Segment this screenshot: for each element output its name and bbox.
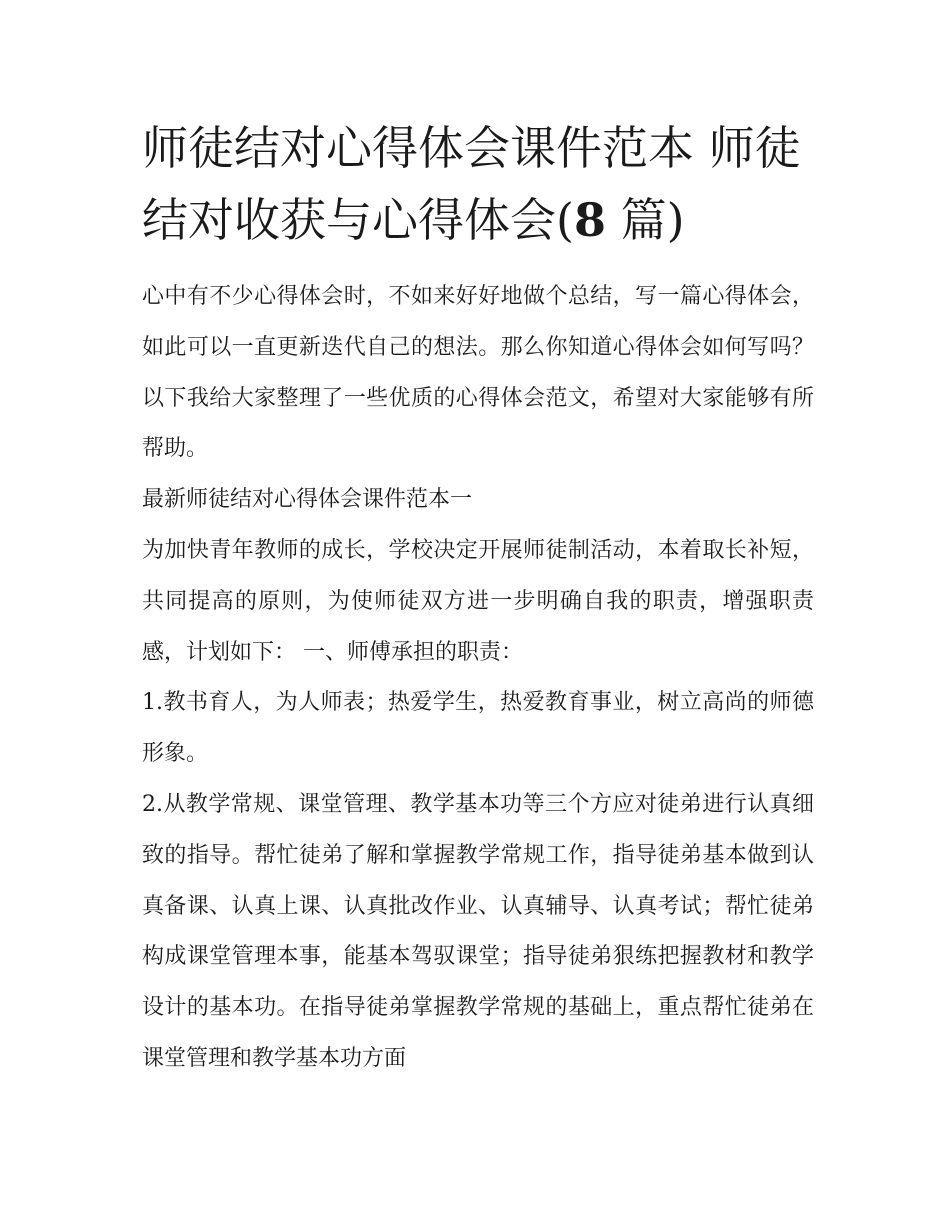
title-text: 师徒结对心得体会课件范本 师徒结对收获与心得体会( xyxy=(142,121,801,247)
body-paragraph: 为加快青年教师的成长，学校决定开展师徒制活动，本着取长补短，共同提高的原则，为使师徒双方进一步明确自我的职责，增强职责感，计划如下： 一、师傅承担的职责： xyxy=(142,537,814,665)
list-item-1: 1.教书育人，为人师表；热爱学生，热爱教育事业，树立高尚的师德形象。 xyxy=(142,690,814,767)
intro-paragraph: 心中有不少心得体会时，不如来好好地做个总结，写一篇心得体会，如此可以一直更新迭代自己的想法。那么你知道心得体会如何写吗？以下我给大家整理了一些优质的心得体会范文，希望对大家能够有所帮助。 xyxy=(142,284,814,462)
list-item-2: 2.从教学常规、课堂管理、教学基本功等三个方应对徒弟进行认真细致的指导。帮忙徒弟了解和掌握教学常规工作，指导徒弟基本做到认真备课、认真上课、认真批改作业、认真辅导、认真考试；帮忙徒弟构成课堂管理本事，能基本驾驭课堂；指导徒弟狠练把握教材和教学设计的基本功。在指导徒弟掌握教学常规的基础上，重点帮忙徒弟在课堂管理和教学基本功方面 xyxy=(142,791,814,1071)
document-page xyxy=(142,112,814,1085)
section-heading: 最新师徒结对心得体会课件范本一 xyxy=(142,487,473,513)
document-body xyxy=(142,272,814,1085)
title-suffix: 篇) xyxy=(605,193,685,247)
title-count: 8 xyxy=(573,193,606,247)
document-title xyxy=(142,112,814,256)
